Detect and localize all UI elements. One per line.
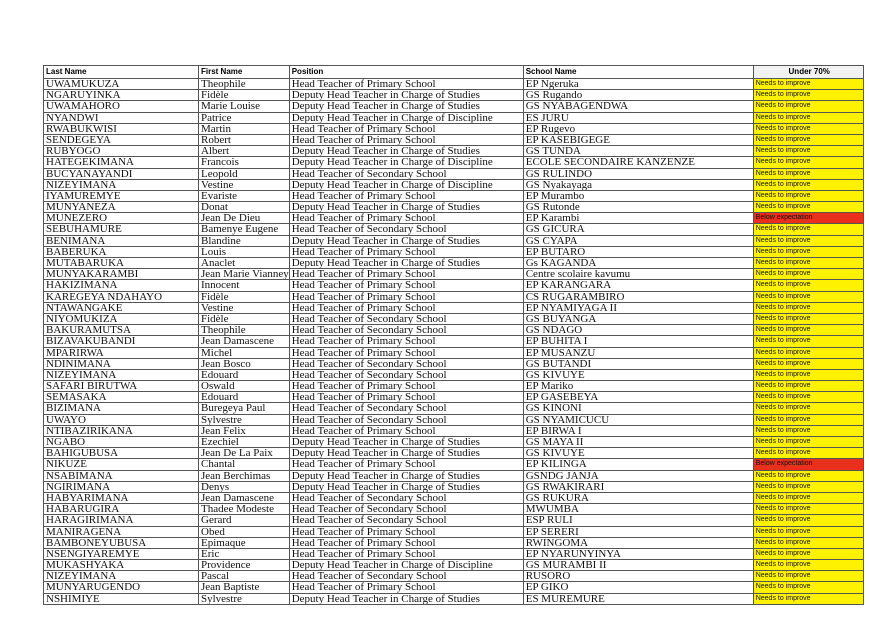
header-under-70: Under 70%	[753, 66, 863, 79]
table-row	[44, 325, 864, 336]
cell-position: Head Teacher of Primary School	[289, 302, 523, 313]
cell-status: Needs to improve	[753, 504, 863, 515]
cell-position: Head Teacher of Primary School	[289, 582, 523, 593]
table-row	[44, 146, 864, 157]
cell-position: Deputy Head Teacher in Charge of Studies	[289, 593, 523, 604]
cell-last-name: MUNYARUGENDO	[44, 582, 199, 593]
table-body	[44, 79, 864, 605]
cell-school-name: ES JURU	[523, 112, 753, 123]
cell-last-name: NIZEYIMANA	[44, 179, 199, 190]
cell-status: Needs to improve	[753, 336, 863, 347]
cell-school-name: GS Rugando	[523, 90, 753, 101]
cell-first-name: Robert	[199, 134, 290, 145]
cell-first-name: Martin	[199, 123, 290, 134]
table-row	[44, 481, 864, 492]
cell-first-name: Jean Damascene	[199, 492, 290, 503]
cell-status: Needs to improve	[753, 381, 863, 392]
cell-school-name: EP MUSANZU	[523, 347, 753, 358]
cell-status: Needs to improve	[753, 157, 863, 168]
cell-first-name: Michel	[199, 347, 290, 358]
cell-status: Needs to improve	[753, 481, 863, 492]
table-row	[44, 258, 864, 269]
cell-status: Needs to improve	[753, 347, 863, 358]
cell-school-name: EP Rugevo	[523, 123, 753, 134]
table-row	[44, 515, 864, 526]
cell-last-name: KAREGEYA NDAHAYO	[44, 291, 199, 302]
cell-status: Needs to improve	[753, 560, 863, 571]
cell-position: Head Teacher of Primary School	[289, 425, 523, 436]
cell-position: Head Teacher of Secondary School	[289, 313, 523, 324]
cell-last-name: UWAYO	[44, 414, 199, 425]
cell-position: Deputy Head Teacher in Charge of Discipline	[289, 157, 523, 168]
cell-last-name: HATEGEKIMANA	[44, 157, 199, 168]
cell-position: Head Teacher of Primary School	[289, 381, 523, 392]
cell-status: Needs to improve	[753, 448, 863, 459]
cell-last-name: SENDEGEYA	[44, 134, 199, 145]
cell-position: Head Teacher of Primary School	[289, 269, 523, 280]
cell-school-name: EP BUTARO	[523, 246, 753, 257]
cell-school-name: EP BIRWA I	[523, 425, 753, 436]
cell-status: Needs to improve	[753, 537, 863, 548]
cell-position: Head Teacher of Primary School	[289, 280, 523, 291]
cell-first-name: Leopold	[199, 168, 290, 179]
table-row	[44, 202, 864, 213]
cell-school-name: GS KIVUYE	[523, 369, 753, 380]
cell-status: Needs to improve	[753, 179, 863, 190]
cell-position: Deputy Head Teacher in Charge of Studies	[289, 258, 523, 269]
cell-status: Needs to improve	[753, 403, 863, 414]
cell-position: Deputy Head Teacher in Charge of Studies	[289, 235, 523, 246]
cell-school-name: GS MURAMBI II	[523, 560, 753, 571]
cell-last-name: BAMBONEYUBUSA	[44, 537, 199, 548]
cell-status: Below expectation	[753, 213, 863, 224]
cell-status: Needs to improve	[753, 235, 863, 246]
table-row	[44, 381, 864, 392]
table-row	[44, 313, 864, 324]
cell-school-name: GS NYAMICUCU	[523, 414, 753, 425]
table-row	[44, 582, 864, 593]
cell-school-name: GS Nyakayaga	[523, 179, 753, 190]
table-row	[44, 269, 864, 280]
cell-first-name: Fidèle	[199, 313, 290, 324]
cell-status: Needs to improve	[753, 369, 863, 380]
cell-last-name: UWAMAHORO	[44, 101, 199, 112]
results-table	[43, 65, 864, 605]
cell-last-name: NDINIMANA	[44, 358, 199, 369]
table-row	[44, 79, 864, 90]
cell-last-name: RWABUKWISI	[44, 123, 199, 134]
cell-position: Deputy Head Teacher in Charge of Studies	[289, 448, 523, 459]
table-row	[44, 425, 864, 436]
cell-school-name: EP NYAMIYAGA II	[523, 302, 753, 313]
table-row	[44, 291, 864, 302]
header-last-name: Last Name	[44, 66, 199, 79]
table-row	[44, 123, 864, 134]
cell-status: Needs to improve	[753, 79, 863, 90]
table-row	[44, 336, 864, 347]
cell-school-name: EP GASEBEYA	[523, 392, 753, 403]
cell-last-name: NGABO	[44, 437, 199, 448]
cell-last-name: UWAMUKUZA	[44, 79, 199, 90]
cell-school-name: GS RULINDO	[523, 168, 753, 179]
cell-school-name: EP NYARUNYINYA	[523, 548, 753, 559]
table-row	[44, 224, 864, 235]
cell-first-name: Gerard	[199, 515, 290, 526]
cell-position: Head Teacher of Primary School	[289, 347, 523, 358]
cell-last-name: NGIRIMANA	[44, 481, 199, 492]
cell-school-name: GS NDAGO	[523, 325, 753, 336]
table-row	[44, 369, 864, 380]
cell-school-name: GS TUNDA	[523, 146, 753, 157]
cell-status: Needs to improve	[753, 146, 863, 157]
cell-first-name: Patrice	[199, 112, 290, 123]
cell-first-name: Louis	[199, 246, 290, 257]
cell-first-name: Edouard	[199, 369, 290, 380]
cell-first-name: Edouard	[199, 392, 290, 403]
cell-position: Head Teacher of Secondary School	[289, 358, 523, 369]
cell-first-name: Albert	[199, 146, 290, 157]
cell-last-name: NGARUYINKA	[44, 90, 199, 101]
cell-last-name: IYAMUREMYE	[44, 190, 199, 201]
cell-status: Needs to improve	[753, 101, 863, 112]
cell-school-name: GS BUYANGA	[523, 313, 753, 324]
cell-position: Head Teacher of Primary School	[289, 79, 523, 90]
cell-first-name: Donat	[199, 202, 290, 213]
cell-last-name: BUCYANAYANDI	[44, 168, 199, 179]
cell-first-name: Oswald	[199, 381, 290, 392]
cell-last-name: HAKIZIMANA	[44, 280, 199, 291]
table-row	[44, 179, 864, 190]
cell-first-name: Ezechiel	[199, 437, 290, 448]
cell-first-name: Anaclet	[199, 258, 290, 269]
cell-school-name: GS NYABAGENDWA	[523, 101, 753, 112]
table-row	[44, 593, 864, 604]
cell-last-name: SEBUHAMURE	[44, 224, 199, 235]
cell-status: Needs to improve	[753, 470, 863, 481]
cell-school-name: EP GIKO	[523, 582, 753, 593]
cell-last-name: HABYARIMANA	[44, 492, 199, 503]
cell-status: Needs to improve	[753, 291, 863, 302]
cell-last-name: MPARIRWA	[44, 347, 199, 358]
cell-first-name: Jean De La Paix	[199, 448, 290, 459]
cell-first-name: Blandine	[199, 235, 290, 246]
cell-position: Head Teacher of Secondary School	[289, 168, 523, 179]
cell-status: Needs to improve	[753, 134, 863, 145]
cell-last-name: NIKUZE	[44, 459, 199, 470]
cell-school-name: RWINGOMA	[523, 537, 753, 548]
cell-position: Head Teacher of Secondary School	[289, 504, 523, 515]
cell-school-name: EP KARANGARA	[523, 280, 753, 291]
cell-first-name: Thadee Modeste	[199, 504, 290, 515]
cell-position: Head Teacher of Primary School	[289, 213, 523, 224]
cell-position: Head Teacher of Primary School	[289, 392, 523, 403]
cell-status: Needs to improve	[753, 325, 863, 336]
cell-school-name: GS Rutonde	[523, 202, 753, 213]
cell-status: Needs to improve	[753, 202, 863, 213]
cell-position: Head Teacher of Secondary School	[289, 414, 523, 425]
table-row	[44, 504, 864, 515]
table-row	[44, 168, 864, 179]
cell-position: Deputy Head Teacher in Charge of Studies	[289, 202, 523, 213]
cell-status: Needs to improve	[753, 190, 863, 201]
cell-status: Needs to improve	[753, 112, 863, 123]
cell-first-name: Jean Berchimas	[199, 470, 290, 481]
cell-position: Deputy Head Teacher in Charge of Studies	[289, 101, 523, 112]
cell-last-name: NSABIMANA	[44, 470, 199, 481]
cell-school-name: ECOLE SECONDAIRE KANZENZE	[523, 157, 753, 168]
table-row	[44, 112, 864, 123]
cell-status: Below expectation	[753, 459, 863, 470]
cell-last-name: BIZIMANA	[44, 403, 199, 414]
table-row	[44, 470, 864, 481]
cell-school-name: EP Murambo	[523, 190, 753, 201]
header-position: Position	[289, 66, 523, 79]
table-row	[44, 548, 864, 559]
cell-status: Needs to improve	[753, 280, 863, 291]
cell-last-name: HARAGIRIMANA	[44, 515, 199, 526]
cell-status: Needs to improve	[753, 425, 863, 436]
cell-status: Needs to improve	[753, 548, 863, 559]
table-row	[44, 537, 864, 548]
cell-position: Head Teacher of Primary School	[289, 459, 523, 470]
cell-school-name: GSNDG JANJA	[523, 470, 753, 481]
cell-first-name: Innocent	[199, 280, 290, 291]
cell-first-name: Denys	[199, 481, 290, 492]
cell-first-name: Bamenye Eugene	[199, 224, 290, 235]
table-row	[44, 157, 864, 168]
cell-first-name: Theophile	[199, 325, 290, 336]
cell-position: Head Teacher of Primary School	[289, 526, 523, 537]
header-first-name: First Name	[199, 66, 290, 79]
table-row	[44, 392, 864, 403]
cell-last-name: BENIMANA	[44, 235, 199, 246]
table-row	[44, 448, 864, 459]
cell-position: Deputy Head Teacher in Charge of Studies	[289, 437, 523, 448]
cell-first-name: Theophile	[199, 79, 290, 90]
cell-status: Needs to improve	[753, 414, 863, 425]
cell-last-name: BABERUKA	[44, 246, 199, 257]
table-row	[44, 101, 864, 112]
cell-school-name: GS CYAPA	[523, 235, 753, 246]
cell-first-name: Pascal	[199, 571, 290, 582]
table-row	[44, 235, 864, 246]
cell-first-name: Jean De Dieu	[199, 213, 290, 224]
cell-school-name: EP KASEBIGEGE	[523, 134, 753, 145]
cell-last-name: SAFARI BIRUTWA	[44, 381, 199, 392]
cell-first-name: Epimaque	[199, 537, 290, 548]
cell-school-name: CS RUGARAMBIRO	[523, 291, 753, 302]
table-row	[44, 560, 864, 571]
cell-position: Head Teacher of Primary School	[289, 336, 523, 347]
cell-last-name: MUNEZERO	[44, 213, 199, 224]
cell-status: Needs to improve	[753, 593, 863, 604]
table-row	[44, 459, 864, 470]
table-row	[44, 190, 864, 201]
cell-school-name: ES MUREMURE	[523, 593, 753, 604]
table-row	[44, 302, 864, 313]
cell-school-name: ESP RULI	[523, 515, 753, 526]
cell-status: Needs to improve	[753, 492, 863, 503]
cell-last-name: MUKASHYAKA	[44, 560, 199, 571]
cell-school-name: EP Ngeruka	[523, 79, 753, 90]
header-school-name: School Name	[523, 66, 753, 79]
table-row	[44, 526, 864, 537]
cell-school-name: GS BUTANDI	[523, 358, 753, 369]
table-row	[44, 134, 864, 145]
cell-last-name: MUTABARUKA	[44, 258, 199, 269]
cell-status: Needs to improve	[753, 526, 863, 537]
cell-status: Needs to improve	[753, 437, 863, 448]
cell-position: Head Teacher of Primary School	[289, 548, 523, 559]
cell-first-name: Chantal	[199, 459, 290, 470]
cell-status: Needs to improve	[753, 392, 863, 403]
cell-first-name: Marie Louise	[199, 101, 290, 112]
table-row	[44, 347, 864, 358]
cell-position: Head Teacher of Primary School	[289, 537, 523, 548]
table-row	[44, 358, 864, 369]
cell-last-name: NSENGIYAREMYE	[44, 548, 199, 559]
cell-status: Needs to improve	[753, 246, 863, 257]
table-row	[44, 403, 864, 414]
cell-status: Needs to improve	[753, 582, 863, 593]
cell-first-name: Eric	[199, 548, 290, 559]
cell-school-name: GS KINONI	[523, 403, 753, 414]
cell-position: Deputy Head Teacher in Charge of Studies	[289, 90, 523, 101]
cell-status: Needs to improve	[753, 224, 863, 235]
cell-position: Deputy Head Teacher in Charge of Studies	[289, 481, 523, 492]
cell-school-name: GS RWAKIRARI	[523, 481, 753, 492]
cell-first-name: Fidèle	[199, 90, 290, 101]
cell-last-name: NIYOMUKIZA	[44, 313, 199, 324]
cell-first-name: Obed	[199, 526, 290, 537]
cell-school-name: MWUMBA	[523, 504, 753, 515]
cell-first-name: Jean Marie Vianney	[199, 269, 290, 280]
table-row	[44, 571, 864, 582]
cell-school-name: Gs KAGANDA	[523, 258, 753, 269]
cell-status: Needs to improve	[753, 515, 863, 526]
cell-first-name: Vestine	[199, 179, 290, 190]
cell-status: Needs to improve	[753, 313, 863, 324]
cell-status: Needs to improve	[753, 168, 863, 179]
cell-school-name: GS KIVUYE	[523, 448, 753, 459]
cell-first-name: Evariste	[199, 190, 290, 201]
cell-last-name: BAKURAMUTSA	[44, 325, 199, 336]
cell-first-name: Jean Baptiste	[199, 582, 290, 593]
cell-first-name: Buregeya Paul	[199, 403, 290, 414]
cell-first-name: Francois	[199, 157, 290, 168]
cell-status: Needs to improve	[753, 90, 863, 101]
cell-last-name: NTAWANGAKE	[44, 302, 199, 313]
cell-position: Deputy Head Teacher in Charge of Studies	[289, 146, 523, 157]
cell-last-name: NYANDWI	[44, 112, 199, 123]
cell-position: Head Teacher of Primary School	[289, 246, 523, 257]
cell-first-name: Vestine	[199, 302, 290, 313]
cell-school-name: EP SERERI	[523, 526, 753, 537]
cell-school-name: GS GICURA	[523, 224, 753, 235]
cell-last-name: BIZAVAKUBANDI	[44, 336, 199, 347]
cell-last-name: MANIRAGENA	[44, 526, 199, 537]
cell-last-name: MUNYAKARAMBI	[44, 269, 199, 280]
table-row	[44, 246, 864, 257]
cell-status: Needs to improve	[753, 302, 863, 313]
header-row	[44, 66, 864, 79]
cell-school-name: Centre scolaire kavumu	[523, 269, 753, 280]
cell-school-name: EP Mariko	[523, 381, 753, 392]
cell-last-name: MUNYANEZA	[44, 202, 199, 213]
cell-position: Head Teacher of Secondary School	[289, 515, 523, 526]
cell-first-name: Jean Felix	[199, 425, 290, 436]
cell-position: Head Teacher of Secondary School	[289, 403, 523, 414]
cell-school-name: EP Karambi	[523, 213, 753, 224]
cell-first-name: Sylvestre	[199, 593, 290, 604]
cell-position: Head Teacher of Secondary School	[289, 492, 523, 503]
cell-position: Deputy Head Teacher in Charge of Discipline	[289, 179, 523, 190]
table-row	[44, 213, 864, 224]
cell-last-name: HABARUGIRA	[44, 504, 199, 515]
cell-position: Head Teacher of Secondary School	[289, 325, 523, 336]
cell-first-name: Jean Bosco	[199, 358, 290, 369]
cell-last-name: NIZEYIMANA	[44, 369, 199, 380]
cell-position: Head Teacher of Secondary School	[289, 224, 523, 235]
cell-status: Needs to improve	[753, 358, 863, 369]
cell-school-name: EP BUHITA I	[523, 336, 753, 347]
cell-position: Head Teacher of Primary School	[289, 291, 523, 302]
cell-position: Head Teacher of Secondary School	[289, 369, 523, 380]
cell-first-name: Fidèle	[199, 291, 290, 302]
cell-last-name: NSHIMIYE	[44, 593, 199, 604]
table-row	[44, 492, 864, 503]
cell-position: Deputy Head Teacher in Charge of Discipline	[289, 112, 523, 123]
table-row	[44, 414, 864, 425]
cell-position: Head Teacher of Secondary School	[289, 571, 523, 582]
cell-last-name: RUBYOGO	[44, 146, 199, 157]
cell-first-name: Sylvestre	[199, 414, 290, 425]
cell-status: Needs to improve	[753, 123, 863, 134]
cell-position: Deputy Head Teacher in Charge of Studies	[289, 470, 523, 481]
cell-first-name: Jean Damascene	[199, 336, 290, 347]
cell-school-name: EP KILINGA	[523, 459, 753, 470]
table-row	[44, 90, 864, 101]
cell-status: Needs to improve	[753, 571, 863, 582]
cell-last-name: NTIBAZIRIKANA	[44, 425, 199, 436]
cell-school-name: RUSORO	[523, 571, 753, 582]
cell-last-name: NIZEYIMANA	[44, 571, 199, 582]
cell-school-name: GS MAYA II	[523, 437, 753, 448]
cell-status: Needs to improve	[753, 258, 863, 269]
table-row	[44, 437, 864, 448]
cell-position: Deputy Head Teacher in Charge of Discipline	[289, 560, 523, 571]
table-row	[44, 280, 864, 291]
cell-last-name: SEMASAKA	[44, 392, 199, 403]
cell-position: Head Teacher of Primary School	[289, 123, 523, 134]
cell-first-name: Providence	[199, 560, 290, 571]
cell-school-name: GS RUKURA	[523, 492, 753, 503]
cell-status: Needs to improve	[753, 269, 863, 280]
cell-position: Head Teacher of Primary School	[289, 190, 523, 201]
cell-position: Head Teacher of Primary School	[289, 134, 523, 145]
cell-last-name: BAHIGUBUSA	[44, 448, 199, 459]
